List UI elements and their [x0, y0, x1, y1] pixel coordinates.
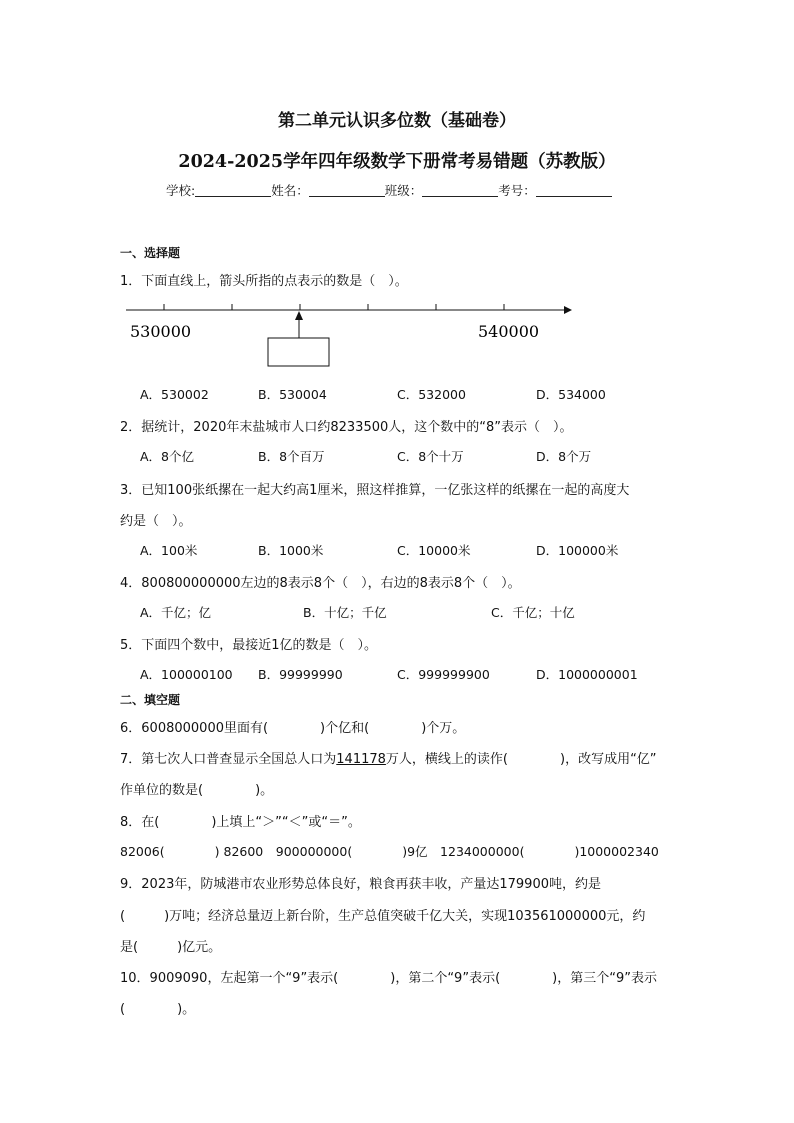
question-7-line2: 作单位的数是( )。 [120, 783, 274, 798]
q1-option-a[interactable]: A．530002 [140, 387, 209, 402]
class-blank[interactable] [422, 181, 498, 197]
question-6: 6．6008000000里面有( )个亿和( )个万。 [120, 721, 466, 736]
q2-option-c[interactable]: C．8个十万 [397, 449, 464, 464]
school-blank[interactable] [195, 181, 271, 197]
q2-option-d[interactable]: D．8个万 [536, 449, 592, 464]
question-9-line1: 9．2023年，防城港市农业形势总体良好，粮食再获丰收，产量达179900吨，约是 [120, 877, 601, 892]
q2-option-a[interactable]: A．8个亿 [140, 449, 195, 464]
q4-option-c[interactable]: C．千亿；十亿 [491, 605, 575, 620]
question-9-line2: ( )万吨；经济总量迈上新台阶，生产总值突破千亿大关，实现103561000000元，约 [120, 909, 646, 924]
q4-option-a[interactable]: A．千亿；亿 [140, 605, 212, 620]
page-subtitle: 2024-2025学年四年级数学下册常考易错题（苏教版） [178, 152, 616, 172]
number-line-arrowhead [564, 306, 572, 314]
q1-option-d[interactable]: D．534000 [536, 387, 606, 402]
q5-option-b[interactable]: B．99999990 [258, 667, 343, 682]
exam-no-blank[interactable] [536, 181, 612, 197]
question-9-line3: 是( )亿元。 [120, 940, 222, 955]
q5-option-d[interactable]: D．1000000001 [536, 667, 638, 682]
question-4: 4．800800000000左边的8表示8个（ ），右边的8表示8个（ ）。 [120, 576, 521, 591]
q7-underlined-number: 141178 [336, 752, 386, 767]
class-label: 班级： [384, 183, 423, 198]
number-line-figure [118, 296, 578, 371]
label-530000: 530000 [130, 322, 192, 341]
q7-pre: 7．第七次人口普查显示全国总人口为 [120, 752, 337, 767]
question-7-line1 [120, 748, 657, 767]
question-10-line2: ( )。 [120, 1002, 196, 1017]
school-label: 学校: [166, 183, 196, 198]
q5-option-c[interactable]: C．999999900 [397, 667, 490, 682]
q3-option-b[interactable]: B．1000米 [258, 543, 324, 558]
q5-option-a[interactable]: A．100000100 [140, 667, 233, 682]
q3-option-a[interactable]: A．100米 [140, 543, 198, 558]
question-5: 5．下面四个数中，最接近1亿的数是（ ）。 [120, 638, 378, 653]
q1-option-b[interactable]: B．530004 [258, 387, 327, 402]
q7-post: 万人，横线上的读作( )，改写成用“亿” [385, 752, 657, 767]
name-label: 姓名： [271, 183, 309, 198]
q2-option-b[interactable]: B．8个百万 [258, 449, 325, 464]
q1-option-c[interactable]: C．532000 [397, 387, 466, 402]
exam-no-label: 考号： [498, 183, 536, 198]
student-info-row [166, 181, 612, 199]
section-choice-title: 一、选择题 [120, 246, 181, 260]
q3-option-c[interactable]: C．10000米 [397, 543, 471, 558]
question-3-line2: 约是（ ）。 [120, 514, 192, 529]
answer-box[interactable] [268, 338, 329, 366]
q4-option-b[interactable]: B．十亿；千亿 [303, 605, 387, 620]
page-title: 第二单元认识多位数（基础卷） [278, 111, 516, 131]
question-2: 2．据统计，2020年末盐城市人口约8233500人，这个数中的“8”表示（ ）。 [120, 420, 573, 435]
question-3-line1: 3．已知100张纸摞在一起大约高1厘米，照这样推算，一亿张这样的纸摞在一起的高度大 [120, 483, 630, 498]
name-blank[interactable] [309, 181, 385, 197]
q3-option-d[interactable]: D．100000米 [536, 543, 619, 558]
question-8-line2: 82006( ) 82600 900000000( )9亿 1234000000( )1000002340 [120, 844, 659, 859]
question-1: 1．下面直线上，箭头所指的点表示的数是（ ）。 [120, 274, 408, 289]
question-8-line1: 8．在( )上填上“＞”“＜”或“＝”。 [120, 815, 361, 830]
label-540000: 540000 [478, 322, 540, 341]
pointer-arrowhead [295, 311, 303, 320]
question-10-line1: 10．9009090，左起第一个“9”表示( )，第二个“9”表示( )，第三个“9”表示 [120, 971, 657, 986]
section-fill-title: 二、填空题 [120, 693, 181, 707]
